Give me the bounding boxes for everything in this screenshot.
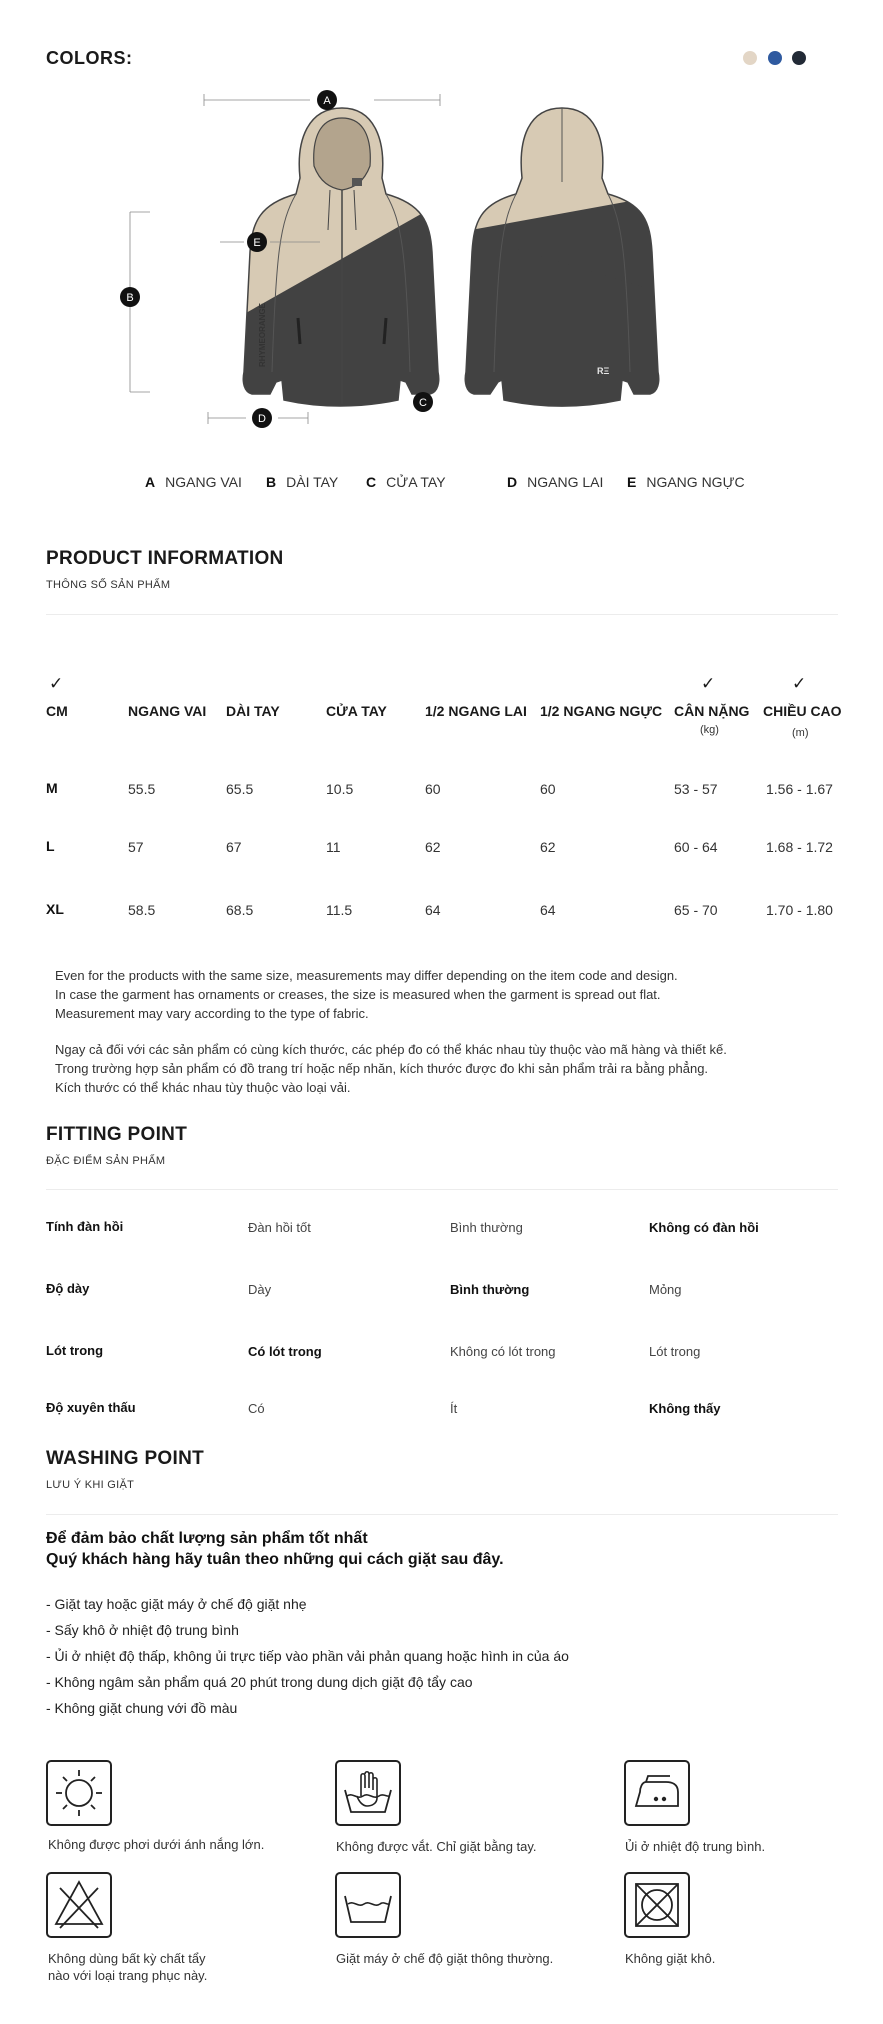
header-ngang-nguc: 1/2 NGANG NGỰC: [540, 703, 663, 719]
table-cell: 57: [128, 839, 144, 855]
back-logo: RΞ: [597, 366, 610, 376]
care-caption: Không được phơi dưới ánh nắng lớn.: [48, 1837, 265, 1852]
fitting-option: Dày: [248, 1282, 272, 1297]
legend-item-b: B DÀI TAY: [266, 474, 339, 490]
fitting-option: Ít: [450, 1401, 458, 1416]
svg-text:E: E: [253, 237, 261, 249]
svg-text:D: D: [258, 413, 266, 425]
table-cell: 10.5: [326, 781, 354, 797]
header-chieu-cao: CHIỀU CAO: [763, 703, 842, 719]
fitting-label: Độ xuyên thấu: [46, 1400, 136, 1415]
table-cell: 1.56 - 1.67: [766, 781, 833, 797]
check-icon: ✓: [701, 674, 716, 693]
header-ngang-lai: 1/2 NGANG LAI: [425, 703, 527, 719]
care-caption: Không được vắt. Chỉ giặt bằng tay.: [336, 1839, 537, 1854]
table-cell: 62: [425, 839, 441, 855]
table-cell: 58.5: [128, 902, 156, 918]
table-cell: 11.5: [326, 902, 353, 918]
fitting-option: Lót trong: [649, 1344, 701, 1359]
svg-text:A: A: [323, 95, 331, 107]
fitting-option-selected: Không thấy: [649, 1401, 721, 1416]
check-icon: ✓: [49, 674, 64, 693]
table-cell: 1.70 - 1.80: [766, 902, 833, 918]
legend-item-d: D NGANG LAI: [507, 474, 604, 490]
header-cua-tay: CỬA TAY: [326, 703, 387, 719]
svg-text:C: C: [419, 397, 427, 409]
size-label: L: [46, 838, 55, 854]
no-bleach-icon: [46, 1872, 112, 1938]
marker-c: [413, 392, 433, 412]
color-swatch-blue[interactable]: [768, 51, 782, 65]
table-cell: 62: [540, 839, 556, 855]
size-note-en: Even for the products with the same size, measurements may differ depending on the item code and design. In case the garment has ornaments or creases, the size is measured when the garment is spread out flat. Measurement may vary according to the type of fabric.: [55, 968, 678, 1021]
fitting-label: Độ dày: [46, 1281, 90, 1296]
divider: [46, 614, 838, 615]
header-can-nang-unit: (kg): [700, 724, 719, 736]
washing-instruction: - Sấy khô ở nhiệt độ trung bình: [46, 1622, 239, 1638]
divider: [46, 1514, 838, 1515]
size-note-vi: Ngay cả đối với các sản phẩm có cùng kích thước, các phép đo có thể khác nhau tùy thuộc vào mã hàng và thiết kế. Trong trường hợp sản phẩm có đồ trang trí hoặc nếp nhăn, kích thước được đo khi sản phẩm trải ra bằng phẳng. Kích thước có thể khác nhau tùy thuộc vào loại vải.: [55, 1042, 727, 1095]
table-cell: 11: [326, 839, 341, 855]
fitting-option: Đàn hồi tốt: [248, 1220, 311, 1235]
legend-item-c: C CỬA TAY: [366, 474, 446, 490]
color-swatch-beige[interactable]: [743, 51, 757, 65]
table-cell: 55.5: [128, 781, 156, 797]
svg-text:B: B: [126, 292, 134, 304]
iron-medium-icon: [624, 1760, 690, 1826]
care-caption: Ủi ở nhiệt độ trung bình.: [625, 1839, 766, 1854]
table-cell: 1.68 - 1.72: [766, 839, 833, 855]
fitting-option-selected: Không có đàn hồi: [649, 1220, 759, 1235]
washing-instruction: - Không giặt chung với đồ màu: [46, 1700, 238, 1716]
marker-e: [247, 232, 267, 252]
product-info-subtitle: THÔNG SỐ SẢN PHẨM: [46, 579, 171, 591]
care-caption: Giặt máy ở chế độ giặt thông thường.: [336, 1951, 554, 1966]
table-cell: 60: [425, 781, 441, 797]
sun-icon: [46, 1760, 112, 1826]
table-cell: 65.5: [226, 781, 254, 797]
fitting-label: Tính đàn hồi: [46, 1219, 124, 1234]
fitting-option-selected: Bình thường: [450, 1282, 530, 1297]
machine-wash-icon: [335, 1872, 401, 1938]
table-cell: 65 - 70: [674, 902, 718, 918]
washing-title: WASHING POINT: [46, 1448, 205, 1469]
no-tumble-dry-icon: [624, 1872, 690, 1938]
header-ngang-vai: NGANG VAI: [128, 703, 207, 719]
divider: [46, 1189, 838, 1190]
check-icon: ✓: [792, 674, 807, 693]
header-chieu-cao-unit: (m): [792, 727, 809, 739]
marker-a: [317, 90, 337, 110]
legend-item-a: A NGANG VAI: [145, 474, 242, 490]
hand-wash-icon: [335, 1760, 401, 1826]
fitting-title: FITTING POINT: [46, 1124, 188, 1145]
product-info-title: PRODUCT INFORMATION: [46, 548, 284, 569]
table-cell: 53 - 57: [674, 781, 718, 797]
washing-instruction: - Không ngâm sản phẩm quá 20 phút trong dung dịch giặt độ tẩy cao: [46, 1674, 473, 1690]
jacket-measurement-diagram: [126, 82, 670, 452]
header-dai-tay: DÀI TAY: [226, 703, 280, 719]
care-caption: Không dùng bất kỳ chất tẩy nào với loại trang phục này.: [48, 1951, 208, 1983]
table-cell: 64: [540, 902, 556, 918]
fitting-label: Lót trong: [46, 1343, 104, 1358]
size-label: XL: [46, 901, 64, 917]
size-label: M: [46, 780, 58, 796]
fitting-option: Có: [248, 1401, 265, 1416]
header-cm: CM: [46, 703, 68, 719]
marker-d: [252, 408, 272, 428]
care-caption: Không giặt khô.: [625, 1951, 716, 1966]
legend-item-e: E NGANG NGỰC: [627, 474, 745, 490]
table-cell: 68.5: [226, 902, 254, 918]
table-cell: 64: [425, 902, 441, 918]
washing-instruction: - Ủi ở nhiệt độ thấp, không ủi trực tiếp vào phần vải phản quang hoặc hình in của áo: [46, 1648, 569, 1664]
jacket-back: [460, 82, 680, 422]
fitting-option: Không có lót trong: [450, 1344, 556, 1359]
marker-b: [120, 287, 140, 307]
table-cell: 60 - 64: [674, 839, 718, 855]
fitting-subtitle: ĐẶC ĐIỂM SẢN PHẨM: [46, 1155, 166, 1167]
color-swatch-navy[interactable]: [792, 51, 806, 65]
sleeve-print: RHYMEORANGE: [258, 302, 267, 367]
table-cell: 67: [226, 839, 242, 855]
washing-headline: Để đảm bảo chất lượng sản phẩm tốt nhất Quý khách hàng hãy tuân theo những qui cách giặt sau đây.: [46, 1530, 504, 1568]
header-can-nang: CÂN NẶNG: [674, 703, 750, 719]
colors-title: COLORS:: [46, 48, 133, 68]
table-cell: 60: [540, 781, 556, 797]
washing-instruction: - Giặt tay hoặc giặt máy ở chế độ giặt nhẹ: [46, 1596, 307, 1612]
washing-subtitle: LƯU Ý KHI GIẶT: [46, 1479, 135, 1491]
fitting-option: Bình thường: [450, 1220, 523, 1235]
fitting-option-selected: Có lót trong: [248, 1344, 322, 1359]
fitting-option: Mỏng: [649, 1282, 682, 1297]
